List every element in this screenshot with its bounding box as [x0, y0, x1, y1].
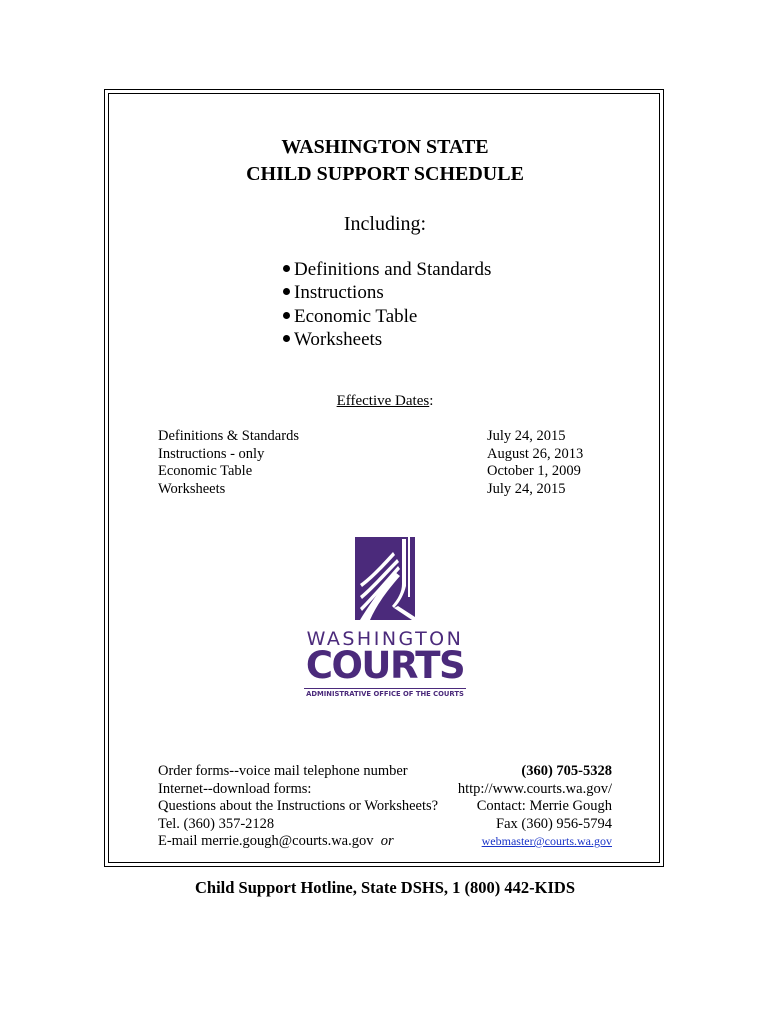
- email-address: E-mail merrie.gough@courts.wa.gov: [158, 833, 374, 849]
- internet-label: Internet--download forms:: [158, 780, 312, 797]
- bullet-icon: [283, 312, 290, 319]
- contact-row-questions: [158, 798, 612, 816]
- order-forms-label: Order forms--voice mail telephone number: [158, 763, 408, 779]
- list-item: [283, 328, 491, 351]
- title-line-1: WASHINGTON STATE: [281, 136, 489, 158]
- including-label: Including:: [343, 213, 427, 235]
- courts-url-link[interactable]: http://www.courts.wa.gov/: [457, 780, 612, 797]
- contact-name: Contact: Merrie Gough: [476, 798, 612, 814]
- date-item: Definitions & Standards: [158, 428, 299, 444]
- bullet-icon: [283, 335, 290, 342]
- hotline-footer: Child Support Hotline, State DSHS, 1 (800) 442-KIDS: [194, 878, 575, 897]
- logo-washington-text: WASHINGTON: [306, 628, 464, 650]
- fax: Fax (360) 956-5794: [496, 815, 612, 832]
- list-item-text: Worksheets: [294, 328, 383, 350]
- telephone: Tel. (360) 357-2128: [158, 815, 275, 832]
- bullet-icon: [283, 265, 290, 272]
- effective-dates-colon: :: [429, 393, 434, 409]
- list-item: [283, 281, 491, 304]
- table-row: [158, 463, 618, 481]
- washington-courts-logo: [300, 534, 470, 704]
- contact-row-phone: [158, 816, 612, 834]
- table-row: [158, 446, 618, 464]
- logo-courts-text: COURTS: [305, 644, 465, 687]
- list-item-text: Definitions and Standards: [294, 259, 492, 280]
- or-text: or: [380, 833, 394, 849]
- courts-emblem-icon: [300, 534, 470, 624]
- logo-aoc-text: ADMINISTRATIVE OFFICE OF THE COURTS: [306, 690, 464, 698]
- date-value: July 24, 2015: [487, 480, 566, 497]
- contact-info: [158, 763, 612, 851]
- list-item-text: Instructions: [294, 282, 384, 304]
- date-item: Instructions - only: [158, 445, 265, 462]
- contact-row-order: [158, 763, 612, 781]
- bullet-icon: [283, 288, 290, 295]
- contents-list: [283, 258, 491, 351]
- logo-divider: [304, 688, 466, 689]
- order-forms-phone: (360) 705-5328: [521, 763, 612, 779]
- effective-dates-label: Effective Dates: [336, 393, 430, 409]
- webmaster-email-link[interactable]: webmaster@courts.wa.gov: [481, 834, 612, 848]
- date-item: Economic Table: [158, 463, 253, 479]
- date-value: August 26, 2013: [487, 445, 584, 462]
- title-line-2: CHILD SUPPORT SCHEDULE: [246, 163, 524, 185]
- effective-dates-heading: [0, 392, 770, 410]
- list-item: [283, 258, 491, 281]
- contact-row-internet: [158, 781, 612, 799]
- date-item: Worksheets: [158, 480, 226, 497]
- date-value: October 1, 2009: [487, 463, 581, 479]
- table-row: [158, 428, 618, 446]
- questions-label: Questions about the Instructions or Worksheets?: [158, 798, 439, 814]
- date-value: July 24, 2015: [487, 428, 566, 444]
- list-item-text: Economic Table: [294, 305, 418, 327]
- table-row: [158, 481, 618, 499]
- contact-row-email: [158, 833, 612, 851]
- list-item: [283, 305, 491, 328]
- effective-dates-table: [158, 428, 618, 498]
